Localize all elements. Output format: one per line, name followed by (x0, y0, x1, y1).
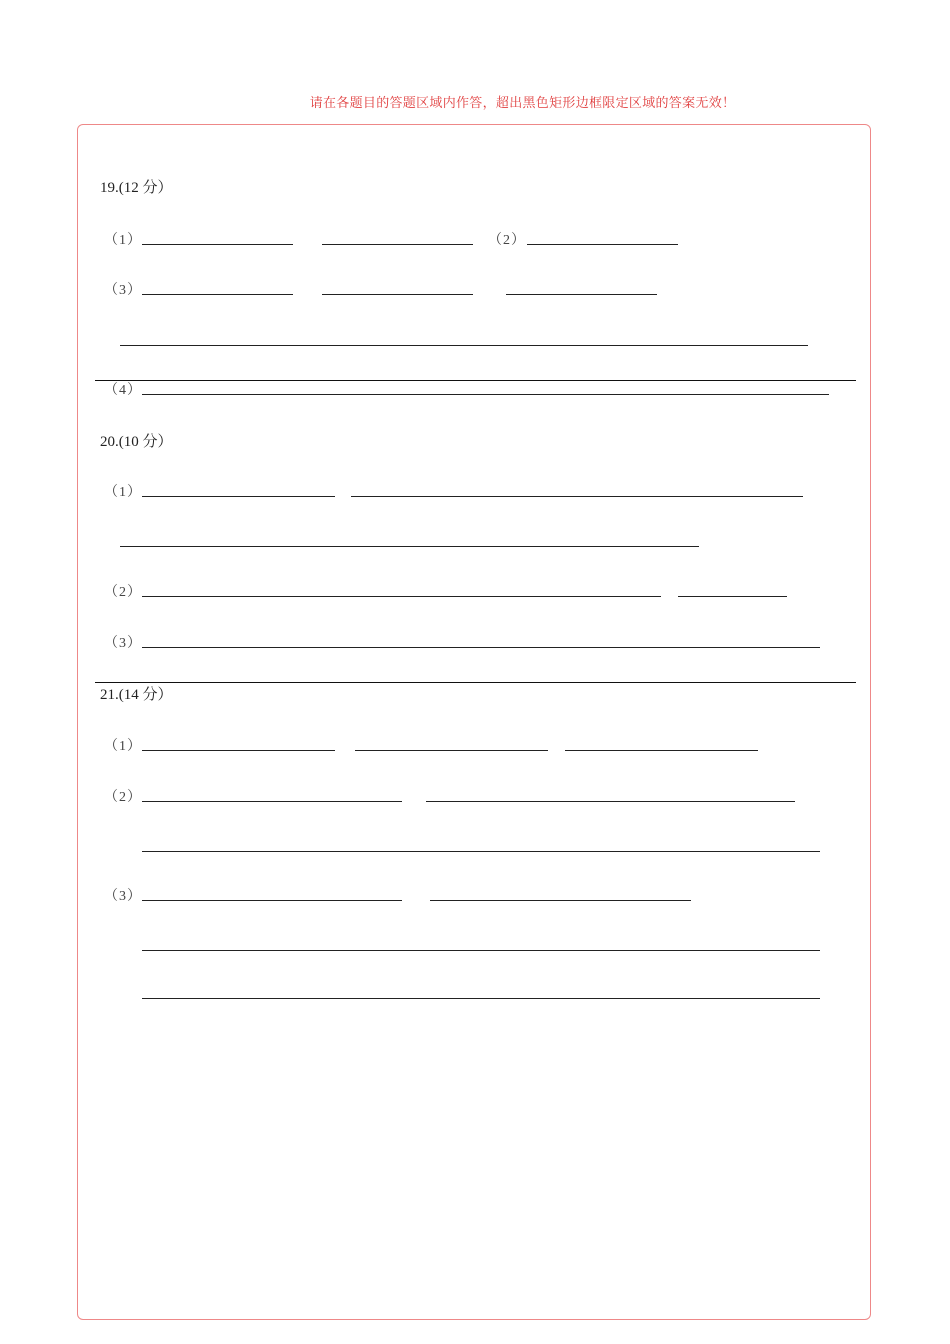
answer-blank[interactable] (142, 244, 293, 245)
answer-blank[interactable] (142, 801, 402, 802)
answer-blank[interactable] (142, 647, 820, 648)
answer-blank[interactable] (120, 345, 808, 346)
answer-blank[interactable] (355, 750, 548, 751)
answer-blank[interactable] (527, 244, 678, 245)
answer-sheet-notice: 请在各题目的答题区域内作答，超出黑色矩形边框限定区域的答案无效！ (309, 95, 736, 110)
answer-blank[interactable] (142, 998, 820, 999)
section-divider (95, 682, 856, 683)
question-21-part-2-label: （2） (104, 790, 142, 805)
answer-area-frame (77, 124, 871, 1320)
answer-blank[interactable] (565, 750, 758, 751)
answer-blank[interactable] (430, 900, 691, 901)
answer-blank[interactable] (142, 900, 402, 901)
answer-blank[interactable] (142, 950, 820, 951)
answer-blank[interactable] (322, 244, 473, 245)
question-21-title: 21.(14 分） (100, 687, 173, 703)
answer-blank[interactable] (142, 851, 820, 852)
section-divider (95, 380, 856, 381)
answer-blank[interactable] (322, 294, 473, 295)
answer-blank[interactable] (426, 801, 795, 802)
question-20-title: 20.(10 分） (100, 434, 173, 450)
question-19-title: 19.(12 分） (100, 180, 173, 196)
question-20-part-3-label: （3） (104, 636, 142, 651)
question-21-part-1-label: （1） (104, 739, 142, 754)
answer-blank[interactable] (142, 496, 335, 497)
question-19-part-2-label: （2） (488, 233, 526, 248)
answer-blank[interactable] (142, 596, 661, 597)
question-21-part-3-label: （3） (104, 889, 142, 904)
answer-blank[interactable] (120, 546, 699, 547)
question-19-part-1-label: （1） (104, 233, 142, 248)
answer-blank[interactable] (678, 596, 787, 597)
answer-blank[interactable] (351, 496, 803, 497)
question-20-part-2-label: （2） (104, 585, 142, 600)
question-20-part-1-label: （1） (104, 485, 142, 500)
question-19-part-3-label: （3） (104, 283, 142, 298)
answer-blank[interactable] (506, 294, 657, 295)
answer-blank[interactable] (142, 394, 829, 395)
answer-blank[interactable] (142, 294, 293, 295)
question-19-part-4-label: （4） (104, 383, 142, 398)
answer-blank[interactable] (142, 750, 335, 751)
